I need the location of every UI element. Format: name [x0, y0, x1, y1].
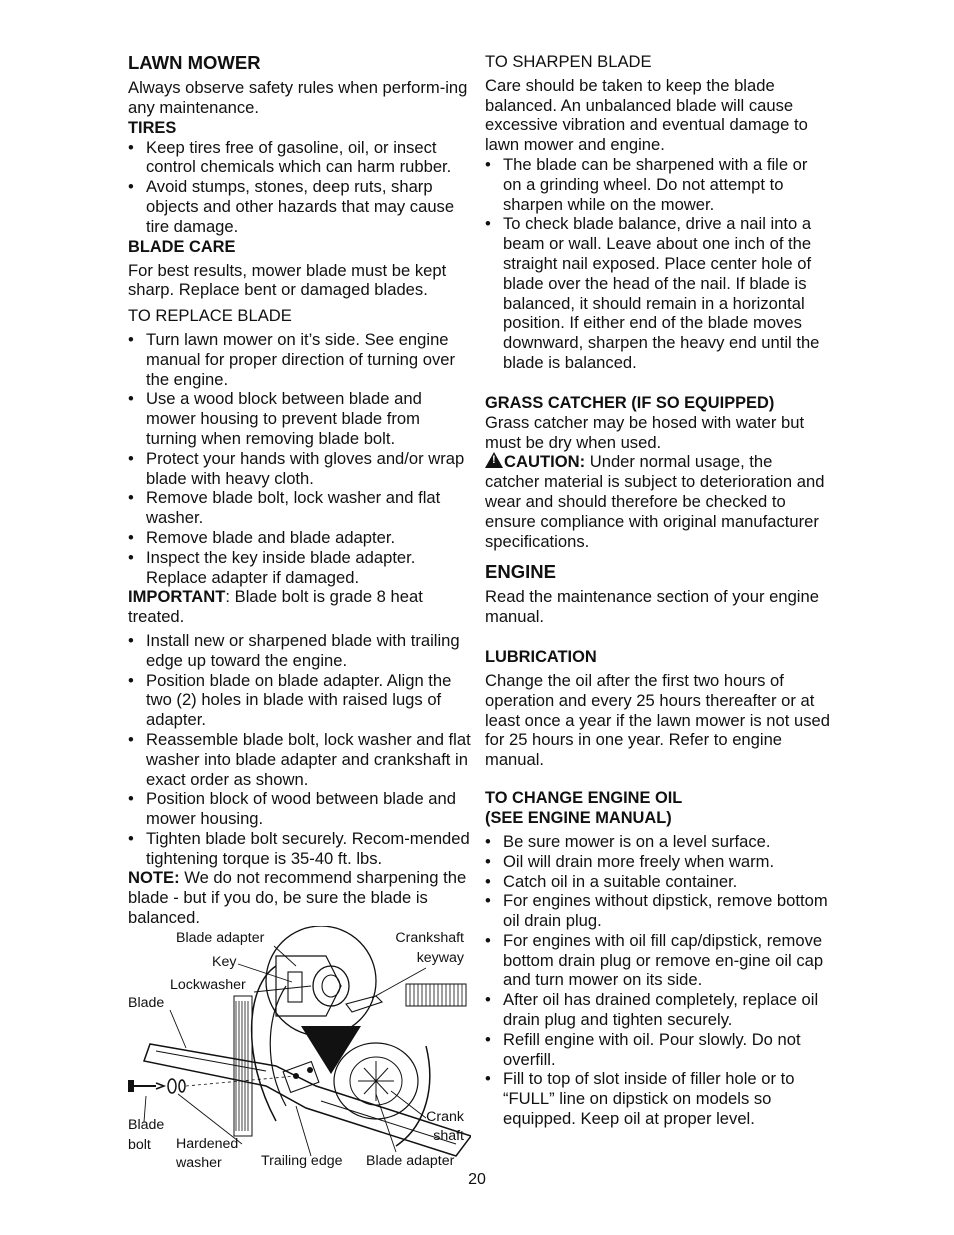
blade-care-heading: BLADE CARE: [128, 237, 236, 256]
list-item: • Remove blade and blade adapter.: [128, 528, 473, 548]
list-item: • Keep tires free of gasoline, oil, or insect control chemicals which can harm rubber.: [128, 138, 473, 178]
list-item: • Be sure mower is on a level surface.: [485, 832, 830, 852]
page-number: 20: [468, 1171, 486, 1188]
list-item: • Inspect the key inside blade adapter. Replace adapter if damaged.: [128, 548, 473, 588]
important-note: [128, 587, 473, 627]
list-item: • Reassemble blade bolt, lock washer and flat washer into blade adapter and crankshaft in exact order as shown.: [128, 730, 473, 789]
sharpen-blade-text: Care should be taken to keep the blade balanced. An unbalanced blade will cause excessive vibration and eventual damage to lawn mower and engine.: [485, 75, 808, 155]
label-blade-bolt-line2: bolt: [128, 1137, 151, 1153]
list-item: • Avoid stumps, stones, deep ruts, sharp objects and other hazards that may cause tire damage.: [128, 177, 473, 236]
note-text: We do not recommend sharpening the blade - but if you do, be sure the blade is balanced.: [128, 868, 467, 928]
engine-heading: ENGINE: [485, 561, 556, 583]
sharpen-blade-heading: TO SHARPEN BLADE: [485, 52, 652, 71]
important-label: IMPORTANT: [128, 587, 226, 607]
note-label: NOTE:: [128, 868, 180, 888]
important-text: : Blade bolt is grade 8 heat treated.: [128, 587, 423, 627]
right-column: [485, 52, 830, 1129]
warning-triangle-icon: [485, 452, 503, 468]
label-crank-shaft-line2: shaft: [433, 1128, 464, 1144]
list-item: • After oil has drained completely, replace oil drain plug and tighten securely.: [485, 990, 830, 1030]
change-oil-heading-line1: TO CHANGE ENGINE OIL: [485, 788, 683, 807]
list-item: • To check blade balance, drive a nail into a beam or wall. Leave about one inch of the straight nail exposed. Place center hole of blade over the head of the nail. If blade is balanced, it should remain in a horizontal position. If either end of the blade moves downward, sharpen the heavy end until the blade is balanced.: [485, 214, 830, 372]
label-hardened-washer-line2: washer: [176, 1155, 222, 1171]
label-blade-adapter-top: Blade adapter: [176, 930, 265, 946]
list-item: • Remove blade bolt, lock washer and flat washer.: [128, 488, 473, 528]
label-crank-shaft-line1: Crank: [426, 1109, 464, 1125]
list-item: • Catch oil in a suitable container.: [485, 872, 830, 892]
label-blade-adapter-bottom: Blade adapter: [366, 1153, 455, 1169]
lawn-mower-heading: LAWN MOWER: [128, 52, 261, 73]
install-blade-list: [128, 631, 473, 869]
left-column: [128, 52, 473, 928]
label-blade-bolt-line1: Blade: [128, 1117, 165, 1133]
label-crankshaft-keyway-line1: Crankshaft: [395, 930, 464, 946]
list-item: • Refill engine with oil. Pour slowly. Do not overfill.: [485, 1030, 830, 1070]
sharpen-blade-list: [485, 155, 830, 373]
change-oil-heading-line2: (SEE ENGINE MANUAL): [485, 808, 672, 827]
list-item: • For engines with oil fill cap/dipstick, remove bottom drain plug or remove en-gine oil cap and turn mower on its side.: [485, 931, 830, 990]
list-item: • Fill to top of slot inside of filler hole or to “FULL” line on dipstick on models so equipped. Keep oil at proper level.: [485, 1069, 830, 1128]
grass-catcher-text: Grass catcher may be hosed with water but must be dry when used.: [485, 412, 805, 452]
list-item: • For engines without dipstick, remove bottom oil drain plug.: [485, 891, 830, 931]
tires-list: [128, 138, 473, 237]
change-oil-list: [485, 832, 830, 1129]
blade-assembly-diagram: [126, 926, 471, 1174]
caution-label: CAUTION:: [504, 452, 586, 472]
list-item: • Tighten blade bolt securely. Recom-mended tightening torque is 35-40 ft. lbs.: [128, 829, 473, 869]
replace-blade-heading: TO REPLACE BLADE: [128, 306, 292, 326]
sharpening-note: [128, 868, 473, 927]
label-blade: Blade: [128, 995, 165, 1011]
list-item: • Position blade on blade adapter. Align the two (2) holes in blade with raised lugs of adapter.: [128, 671, 473, 730]
caution-text: Under normal usage, the catcher material is subject to deterioration and wear and should therefore be checked to ensure compliance with original manufacturer specifications.: [485, 452, 825, 551]
lubrication-heading: LUBRICATION: [485, 647, 597, 666]
label-trailing-edge: Trailing edge: [261, 1153, 343, 1169]
label-key: Key: [212, 954, 237, 970]
label-crankshaft-keyway-line2: keyway: [416, 950, 464, 966]
list-item: • Oil will drain more freely when warm.: [485, 852, 830, 872]
list-item: • Protect your hands with gloves and/or wrap blade with heavy cloth.: [128, 449, 473, 489]
list-item: • Install new or sharpened blade with trailing edge up toward the engine.: [128, 631, 473, 671]
grass-catcher-heading: GRASS CATCHER (IF SO EQUIPPED): [485, 393, 775, 412]
label-hardened-washer-line1: Hardened: [176, 1136, 239, 1152]
lubrication-text: Change the oil after the first two hours of operation and every 25 hours thereafter or at least once a year if the lawn mower is not used for 25 hours in one year. Refer to engine manual.: [485, 670, 830, 770]
replace-blade-list: [128, 330, 473, 587]
list-item: • Position block of wood between blade and mower housing.: [128, 789, 473, 829]
list-item: • Use a wood block between blade and mower housing to prevent blade from turning when removing blade bolt.: [128, 389, 473, 448]
caution-note: [485, 452, 830, 551]
engine-text: Read the maintenance section of your engine manual.: [485, 587, 819, 627]
tires-heading: TIRES: [128, 118, 177, 137]
list-item: • Turn lawn mower on it’s side. See engine manual for proper direction of turning over the engine.: [128, 330, 473, 389]
blade-care-text: For best results, mower blade must be kept sharp. Replace bent or damaged blades.: [128, 260, 447, 300]
lawn-mower-intro: Always observe safety rules when perform-ing any maintenance.: [128, 78, 468, 117]
list-item: • The blade can be sharpened with a file or on a grinding wheel. Do not attempt to sharpen while on the mower.: [485, 155, 830, 214]
label-lockwasher: Lockwasher: [170, 977, 246, 993]
